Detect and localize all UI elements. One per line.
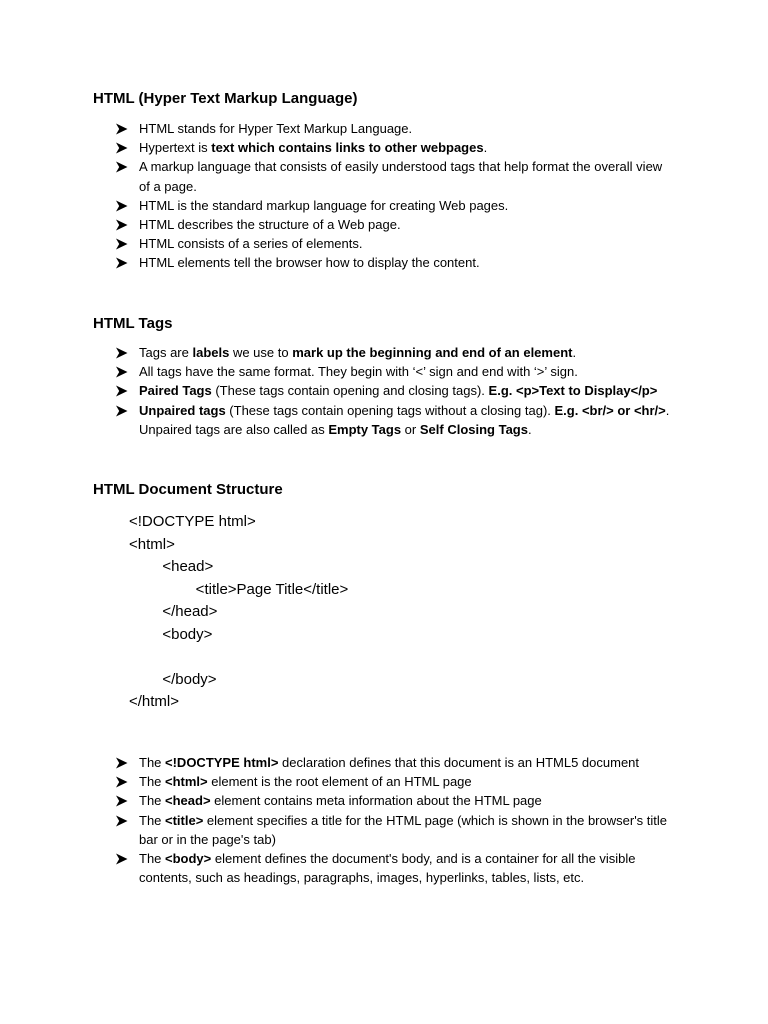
text: declaration defines that this document is an HTML5 document xyxy=(278,755,640,770)
text: or xyxy=(401,421,420,437)
bold-text: labels xyxy=(192,345,230,360)
text: . xyxy=(483,140,488,156)
bold-text: text which contains links to other webpages xyxy=(211,140,484,156)
text: (These tags contain opening tags without a closing tag). xyxy=(225,402,555,418)
text: (These tags contain opening and closing tags). xyxy=(211,383,489,399)
bullet-arrow-icon xyxy=(115,366,128,378)
code-line xyxy=(129,646,348,669)
text: we use to xyxy=(229,345,293,360)
bold-text: E.g. <p>Text to Display</p> xyxy=(488,383,658,399)
bold-text: Empty Tags xyxy=(328,421,402,437)
text: HTML is the standard markup language for creating Web pages. xyxy=(139,197,509,213)
text: element is the root element of an HTML page xyxy=(207,774,472,790)
bold-text: mark up the beginning and end of an element xyxy=(292,345,573,360)
bullet-arrow-icon xyxy=(115,123,128,135)
bullet-item xyxy=(115,138,675,157)
code-line: <head> xyxy=(129,558,214,575)
bullet-item xyxy=(115,343,675,362)
text: All tags have the same format. They begin with ‘<’ sign and end with ‘>’ sign. xyxy=(139,364,578,380)
code-line: <!DOCTYPE html> xyxy=(129,513,256,530)
bullet-item xyxy=(115,157,675,195)
text: A markup language that consists of easily understood tags that help format the overall view of a page. xyxy=(139,159,663,194)
bullet-arrow-icon xyxy=(115,795,128,807)
bullet-item xyxy=(115,849,675,887)
text: HTML consists of a series of elements. xyxy=(139,236,363,252)
bold-text: <!DOCTYPE html> xyxy=(165,755,279,770)
element-notes-list xyxy=(115,753,675,887)
bold-text: <head> xyxy=(165,793,211,809)
bullet-arrow-icon xyxy=(115,815,128,827)
text: The xyxy=(139,851,166,867)
text: . xyxy=(572,345,577,360)
bullet-item xyxy=(115,401,675,439)
code-line: <html> xyxy=(129,535,175,553)
document-structure-code xyxy=(129,511,348,714)
code-line: </head> xyxy=(129,603,218,620)
text: The xyxy=(139,774,166,790)
bullet-item xyxy=(115,381,675,400)
code-line: <body> xyxy=(129,625,213,643)
bullet-arrow-icon xyxy=(115,219,128,231)
section-heading-document-structure: HTML Document Structure xyxy=(93,481,283,498)
bullet-arrow-icon xyxy=(115,347,128,359)
text: The xyxy=(139,812,166,828)
text: HTML elements tell the browser how to display the content. xyxy=(139,255,480,271)
bullet-item xyxy=(115,253,675,272)
bold-text: Unpaired tags xyxy=(139,402,226,418)
code-line: <title>Page Title</title> xyxy=(129,580,349,598)
bullet-arrow-icon xyxy=(115,161,128,173)
text: Tags are xyxy=(139,345,193,360)
bullet-item xyxy=(115,119,675,138)
text: element defines the document's body, and is a container for all the visible contents, such as headings, paragraphs, images, hyperlinks, tables, lists, etc. xyxy=(139,851,636,886)
bullet-arrow-icon xyxy=(115,757,128,769)
bold-text: Paired Tags xyxy=(139,383,212,399)
bullet-arrow-icon xyxy=(115,200,128,212)
code-line: </body> xyxy=(129,670,217,688)
bullet-item xyxy=(115,196,675,215)
text: . xyxy=(527,421,532,437)
bold-text: <body> xyxy=(165,851,212,867)
bullet-arrow-icon xyxy=(115,257,128,269)
bullet-item xyxy=(115,234,675,253)
text: Hypertext is xyxy=(139,140,212,156)
section-heading-html: HTML (Hyper Text Markup Language) xyxy=(93,90,358,107)
bullet-arrow-icon xyxy=(115,385,128,397)
bold-text: E.g. <br/> or <hr/> xyxy=(554,402,666,418)
text: The xyxy=(139,755,166,770)
bullet-arrow-icon xyxy=(115,405,128,417)
bold-text: <html> xyxy=(165,774,208,790)
text: The xyxy=(139,793,166,809)
bold-text: Self Closing Tags xyxy=(419,421,528,437)
bullet-item xyxy=(115,791,675,810)
bullet-item xyxy=(115,362,675,381)
bullet-arrow-icon xyxy=(115,776,128,788)
bullet-item xyxy=(115,772,675,791)
bullet-item xyxy=(115,215,675,234)
text: . Unpaired tags are also called as xyxy=(139,402,670,437)
text: element specifies a title for the HTML page (which is shown in the browser's title bar or in the page's tab) xyxy=(139,812,668,847)
bullet-arrow-icon xyxy=(115,238,128,250)
code-line: </html> xyxy=(129,693,180,710)
text: HTML describes the structure of a Web page. xyxy=(139,217,401,233)
text: HTML stands for Hyper Text Markup Language. xyxy=(139,121,413,136)
html-tags-list xyxy=(115,343,675,439)
html-intro-list xyxy=(115,119,675,273)
bold-text: <title> xyxy=(165,812,204,828)
bullet-item xyxy=(115,753,675,772)
bullet-item xyxy=(115,811,675,849)
text: element contains meta information about the HTML page xyxy=(210,793,542,809)
bullet-arrow-icon xyxy=(115,142,128,154)
bullet-arrow-icon xyxy=(115,853,128,865)
section-heading-html-tags: HTML Tags xyxy=(93,315,173,332)
